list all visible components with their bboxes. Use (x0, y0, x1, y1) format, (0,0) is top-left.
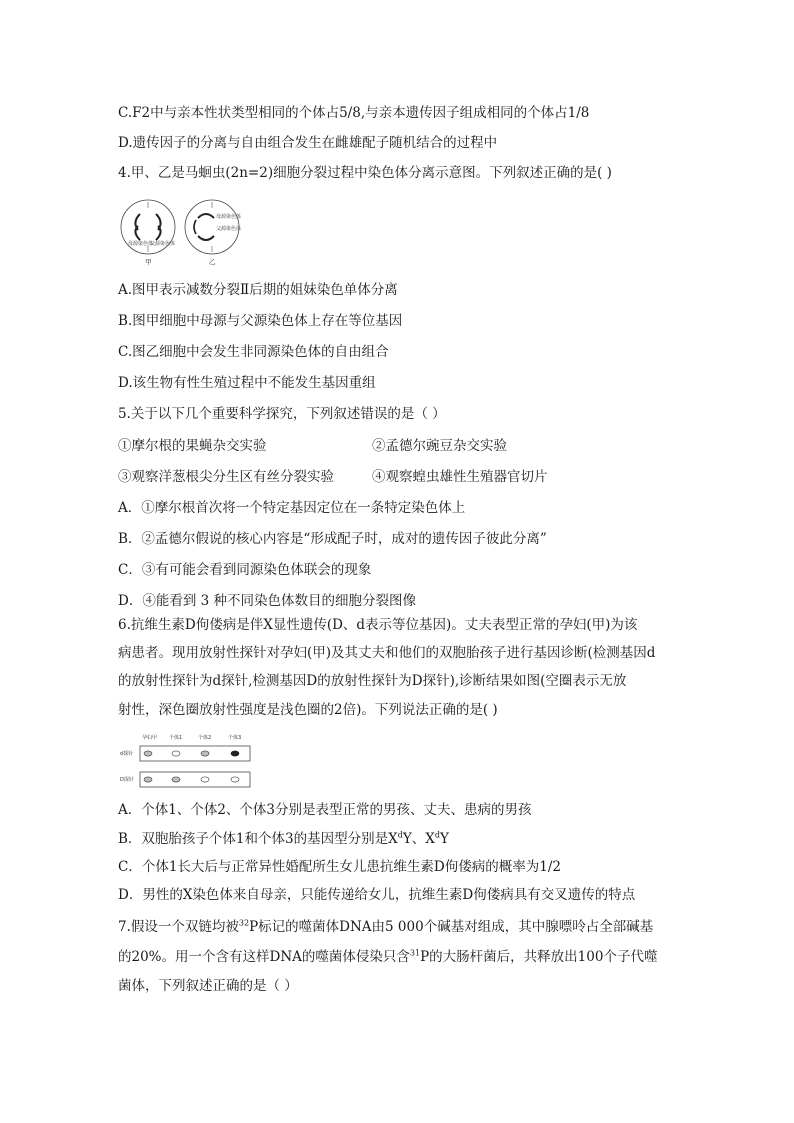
q5-option-d: D．④能看到 3 种不同染色体数目的细胞分裂图像 (118, 593, 416, 609)
question-6-line-2: 病患者。现用放射性探针对孕妇(甲)及其丈夫和他们的双胞胎孩子进行基因诊断(检测基因d (118, 645, 656, 661)
d-probe-pregnant (144, 751, 152, 756)
q5-item-2: ②孟德尔豌豆杂交实验 (372, 438, 507, 454)
D-probe-individual-2 (201, 777, 209, 782)
superscript: d (397, 830, 403, 840)
yi-father-label: 父源染色体 (216, 226, 242, 232)
q4-option-b: B.图甲细胞中母源与父源染色体上存在等位基因 (118, 313, 403, 329)
q7-line-1-end: P标记的噬菌体DNA由5 000个碱基对组成，其中腺嘌呤占全部碱基 (249, 919, 654, 935)
q4-option-a: A.图甲表示减数分裂Ⅱ后期的姐妹染色单体分离 (118, 282, 398, 298)
yi-mother-label: 母源染色体 (216, 214, 242, 220)
header-individual-1: 个体1 (169, 735, 183, 741)
mother-chromosome-label: 母源染色体 (128, 241, 154, 247)
question-4-stem: 4.甲、乙是马蛔虫(2n=2)细胞分裂过程中染色体分离示意图。下列叙述正确的是( ) (118, 165, 612, 181)
D-probe-pregnant (144, 777, 152, 782)
q6-option-a: A．个体1、个体2、个体3分别是表型正常的男孩、丈夫、患病的男孩 (118, 802, 532, 818)
probe-result-figure (118, 731, 258, 793)
row-d-label: d探针 (120, 751, 134, 757)
option-d-line: D.遗传因子的分离与自由组合发生在雌雄配子随机结合的过程中 (118, 135, 498, 151)
q5-item-1: ①摩尔根的果蝇杂交实验 (118, 438, 267, 454)
q6-option-b-mid: Y、X (402, 831, 435, 847)
chromosome (198, 236, 214, 240)
q5-item-4: ④观察蝗虫雄性生殖器官切片 (372, 469, 548, 485)
q6-option-b-end: Y (440, 831, 449, 847)
header-individual-3: 个体3 (228, 735, 242, 741)
d-probe-individual-3 (231, 751, 239, 756)
superscript: 31 (409, 948, 421, 958)
q5-option-a: A．①摩尔根首次将一个特定基因定位在一条特定染色体上 (118, 500, 466, 516)
chromosome-cell-figure (118, 196, 244, 266)
question-6-line-1: 6.抗维生素D佝偻病是伴X显性遗传(D、d表示等位基因)。丈夫表型正常的孕妇(甲)为该 (118, 617, 638, 633)
q5-option-c: C．③有可能会看到同源染色体联会的现象 (118, 562, 372, 578)
q5-item-3: ③观察洋葱根尖分生区有丝分裂实验 (118, 469, 334, 485)
superscript: 32 (238, 918, 250, 928)
q6-option-b-text: B．双胞胎孩子个体1和个体3的基因型分别是X (118, 831, 398, 847)
d-probe-individual-2 (201, 751, 209, 756)
chromosome (198, 214, 214, 218)
option-c-line: C.F2中与亲本性状类型相同的个体占5/8,与亲本遗传因子组成相同的个体占1/8 (118, 105, 590, 121)
question-7-line-2 (118, 948, 657, 966)
question-6-line-4: 射性，深色圈放射性强度是浅色圈的2倍)。下列说法正确的是( ) (118, 702, 498, 718)
question-6-line-3: 的放射性探针为d探针,检测基因D的放射性探针为D探针),诊断结果如图(空圈表示无放 (118, 673, 627, 689)
q7-line-2-start: 的20%。用一个含有这样DNA的噬菌体侵染只含 (118, 949, 410, 965)
d-probe-individual-1 (172, 751, 180, 756)
question-5-stem: 5.关于以下几个重要科学探究，下列叙述错误的是（ ） (118, 406, 446, 422)
q6-option-c: C．个体1长大后与正常异性婚配所生女儿患抗维生素D佝偻病的概率为1/2 (118, 859, 561, 875)
label-jia: 甲 (145, 258, 152, 266)
question-7-line-1 (118, 918, 653, 936)
q4-option-c: C.图乙细胞中会发生非同源染色体的自由组合 (118, 344, 389, 360)
header-individual-2: 个体2 (198, 735, 212, 741)
question-7-line-3: 菌体，下列叙述正确的是（ ） (118, 978, 298, 994)
father-chromosome-label: 父源染色体 (150, 241, 176, 247)
q6-option-d: D．男性的X染色体来自母亲，只能传递给女儿，抗维生素D佝偻病具有交叉遗传的特点 (118, 887, 636, 903)
q7-line-2-end: P的大肠杆菌后，共释放出100个子代噬 (420, 949, 658, 965)
q4-option-d: D.该生物有性生殖过程中不能发生基因重组 (118, 375, 376, 391)
q6-option-b (118, 830, 449, 848)
q5-option-b: B．②孟德尔假说的核心内容是“形成配子时，成对的遗传因子彼此分离” (118, 531, 547, 547)
row-D-label: D探针 (120, 777, 134, 783)
header-pregnant: 孕妇甲 (142, 735, 158, 741)
label-yi: 乙 (209, 258, 216, 266)
superscript: d (434, 830, 440, 840)
D-probe-individual-1 (172, 777, 180, 782)
D-probe-individual-3 (231, 777, 239, 782)
q7-line-1-start: 7.假设一个双链均被 (118, 919, 239, 935)
